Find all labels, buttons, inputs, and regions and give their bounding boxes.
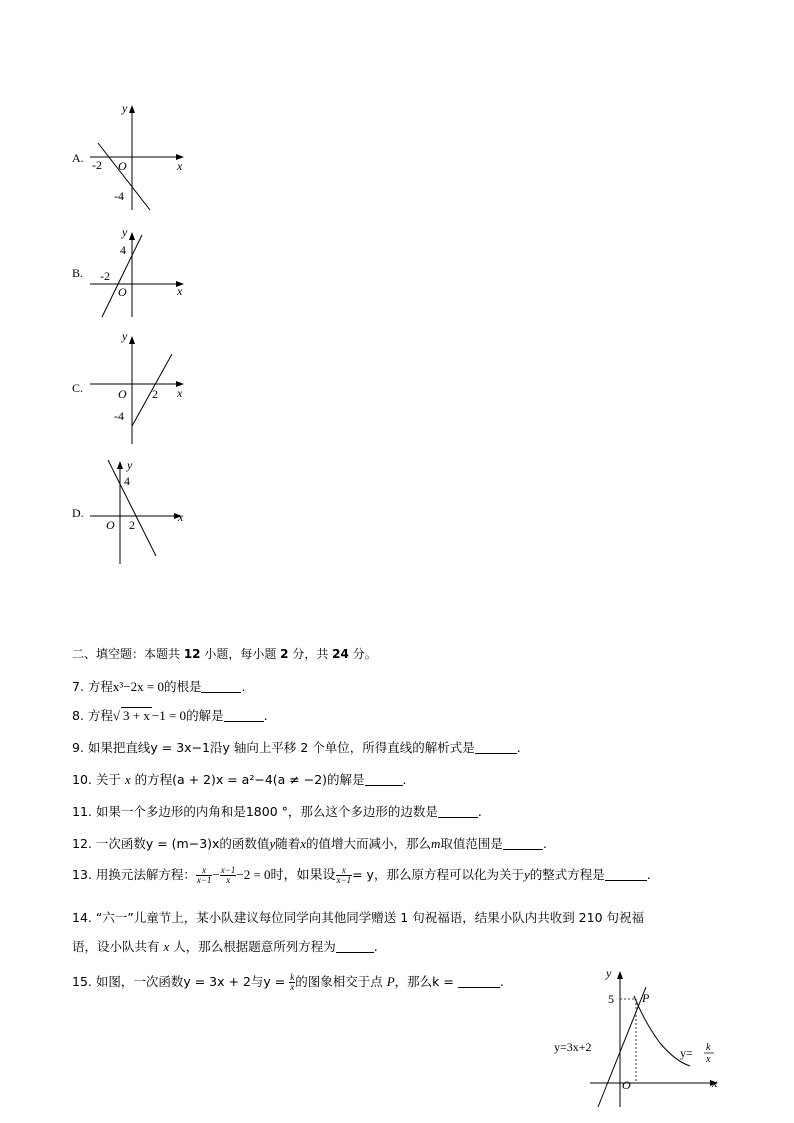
section-title: 二、填空题：本题共 12 小题，每小题 2 分，共 24 分。: [72, 647, 377, 661]
origin-label: O: [622, 1078, 631, 1092]
choice-d-label: D.: [72, 506, 84, 520]
tick-label: -4: [114, 189, 124, 203]
y-axis-label: y: [122, 329, 128, 343]
x-axis-label: x: [177, 159, 183, 173]
fraction: $\frac{x}{x-1}$: [196, 865, 212, 885]
question-7: 7. 方程x³−2x = 0的根是 .: [72, 679, 246, 694]
y-arrow: [129, 336, 135, 344]
fraction: $\frac{k}{x}$: [290, 972, 295, 992]
choice-b-graph: [80, 222, 210, 322]
answer-blank[interactable]: [365, 773, 403, 786]
question-11: 11. 如果一个多边形的内角和是1800 °，那么这个多边形的边数是 .: [72, 804, 482, 819]
x-axis-label: x: [712, 1076, 718, 1090]
curve-label-k: k: [706, 1042, 711, 1053]
tick-label: 2: [152, 387, 158, 401]
question-10: 10. 关于 x 的方程(a + 2)x = a²−4(a ≠ −2)的解是 .: [72, 772, 407, 787]
tick-label: -4: [114, 409, 124, 423]
answer-blank[interactable]: [336, 940, 374, 953]
graph-line: [98, 143, 150, 210]
y-arrow: [129, 105, 135, 113]
answer-blank[interactable]: [458, 975, 500, 988]
question-12: 12. 一次函数y = (m−3)x的函数值y随着x的值增大而减小，那么m取值范围是 .: [72, 836, 547, 851]
choice-d-graph: [80, 452, 210, 562]
question-8: 8. 方程√ 3 + x −1 = 0的解是 .: [72, 708, 268, 723]
point-p-label: P: [642, 991, 650, 1005]
fraction: $\frac{x-1}{x}$: [220, 865, 236, 885]
tick-label: -2: [92, 158, 102, 172]
answer-blank[interactable]: [201, 680, 241, 693]
tick-label: 4: [120, 243, 126, 257]
x-axis-label: x: [177, 386, 183, 400]
y-axis-label: y: [122, 101, 128, 115]
choice-c-label: C.: [72, 381, 84, 395]
origin-label: O: [118, 387, 127, 401]
question-14-line1: 14. “六一”儿童节上，某小队建议每位同学向其他同学赠送 1 句祝福语，结果小队内共收到 210 句祝福: [72, 910, 645, 925]
answer-blank[interactable]: [475, 741, 517, 754]
origin-label: O: [118, 159, 127, 173]
y-arrow: [117, 461, 123, 469]
y-axis-label: y: [127, 458, 133, 472]
choice-a-label: A.: [72, 151, 84, 165]
x-axis-label: x: [177, 284, 183, 298]
question-15: 15. 如图，一次函数y = 3x + 2与y = $\frac{k}{x}$ 的图象相交于点 P，那么k = .: [72, 972, 504, 992]
origin-label: O: [106, 518, 115, 532]
y-arrow: [129, 232, 135, 240]
choice-c-graph: [80, 326, 210, 446]
answer-blank[interactable]: [438, 805, 478, 818]
curve-label: y=: [680, 1046, 693, 1060]
answer-blank[interactable]: [224, 709, 264, 722]
graph-line: [108, 460, 156, 556]
question-14-line2: 语，设小队共有 x 人，那么根据题意所列方程为 .: [72, 939, 378, 954]
question-13: 13. 用换元法解方程： $\frac{x}{x-1}$ − $\frac{x-1}{x}$ −2 = 0时，如果设 $\frac{x}{x-1}$ = y，那么原方程可以化为关于y的整式方程是 .: [72, 865, 651, 885]
y-axis-label: y: [606, 966, 612, 980]
y-arrow: [617, 971, 623, 979]
tick-label: -2: [100, 269, 110, 283]
y-axis-label: y: [122, 225, 128, 239]
tick-label: 4: [124, 474, 130, 488]
answer-blank[interactable]: [503, 837, 543, 850]
fraction: $\frac{x}{x-1}$: [336, 865, 352, 885]
answer-blank[interactable]: [605, 868, 647, 881]
tick-label-5: 5: [608, 992, 614, 1006]
curve-label-x: x: [706, 1054, 711, 1065]
question-9: 9. 如果把直线y = 3x−1沿y 轴向上平移 2 个单位，所得直线的解析式是 .: [72, 740, 521, 755]
origin-label: O: [118, 285, 127, 299]
choice-b-label: B.: [72, 266, 84, 280]
choice-a-graph: [80, 98, 210, 218]
tick-label: 2: [129, 518, 135, 532]
figure-15: [550, 965, 730, 1110]
x-axis-label: x: [178, 510, 184, 524]
line-label: y=3x+2: [554, 1040, 592, 1054]
